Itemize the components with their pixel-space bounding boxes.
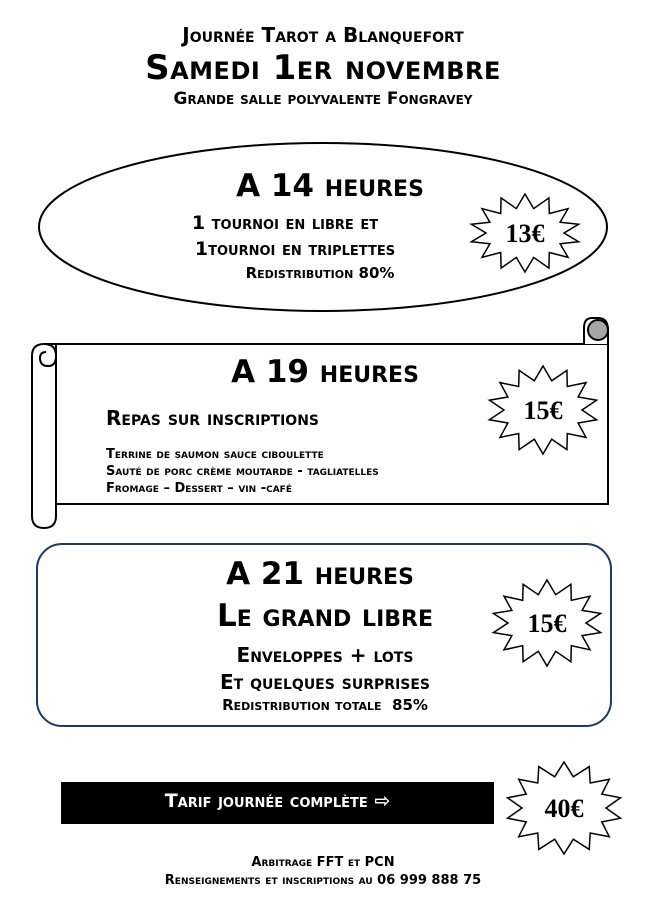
session3-redistribution: Redistribution totale 85% bbox=[222, 696, 428, 714]
session1-price: 13€ bbox=[505, 219, 545, 248]
footer bbox=[0, 854, 646, 890]
session1-time: A 14 heures bbox=[236, 168, 424, 204]
session2-price-burst bbox=[486, 364, 600, 456]
session2-price: 15€ bbox=[523, 396, 563, 425]
session3-time: A 21 heures bbox=[226, 556, 414, 592]
session2-menu-2: Sauté de porc crème moutarde - tagliatelles bbox=[106, 464, 379, 479]
header bbox=[0, 22, 646, 110]
event-venue: Grande salle polyvalente Fongravey bbox=[173, 89, 473, 109]
event-title: Journée Tarot a Blanquefort bbox=[182, 23, 464, 47]
session3-line1: Enveloppes + lots bbox=[236, 643, 414, 667]
full-day-price: 40€ bbox=[544, 794, 584, 823]
session3-line2: Et quelques surprises bbox=[219, 670, 431, 694]
session2-time: A 19 heures bbox=[231, 354, 419, 390]
session1-line1: 1 tournoi en libre et bbox=[191, 212, 379, 234]
session3-price: 15€ bbox=[527, 609, 567, 638]
session2-menu-1: Terrine de saumon sauce ciboulette bbox=[106, 447, 324, 462]
session3-price-burst bbox=[490, 578, 604, 668]
full-day-label: Tarif journée complète ⇨ bbox=[164, 790, 391, 812]
session1-line2: 1tournoi en triplettes bbox=[194, 238, 396, 260]
footer-arbitrage: Arbitrage FFT et PCN bbox=[251, 855, 395, 870]
session3-title: Le grand libre bbox=[216, 598, 433, 634]
footer-contact: Renseignements et inscriptions au 06 999 888 75 bbox=[164, 873, 482, 888]
session1-redistribution: Redistribution 80% bbox=[245, 264, 395, 282]
event-date: Samedi 1er novembre bbox=[145, 48, 501, 88]
session2-subtitle: Repas sur inscriptions bbox=[106, 406, 320, 430]
session2-menu-3: Fromage – Dessert – vin -café bbox=[106, 481, 292, 496]
full-day-price-burst bbox=[504, 760, 624, 856]
session1-price-burst bbox=[468, 192, 582, 274]
